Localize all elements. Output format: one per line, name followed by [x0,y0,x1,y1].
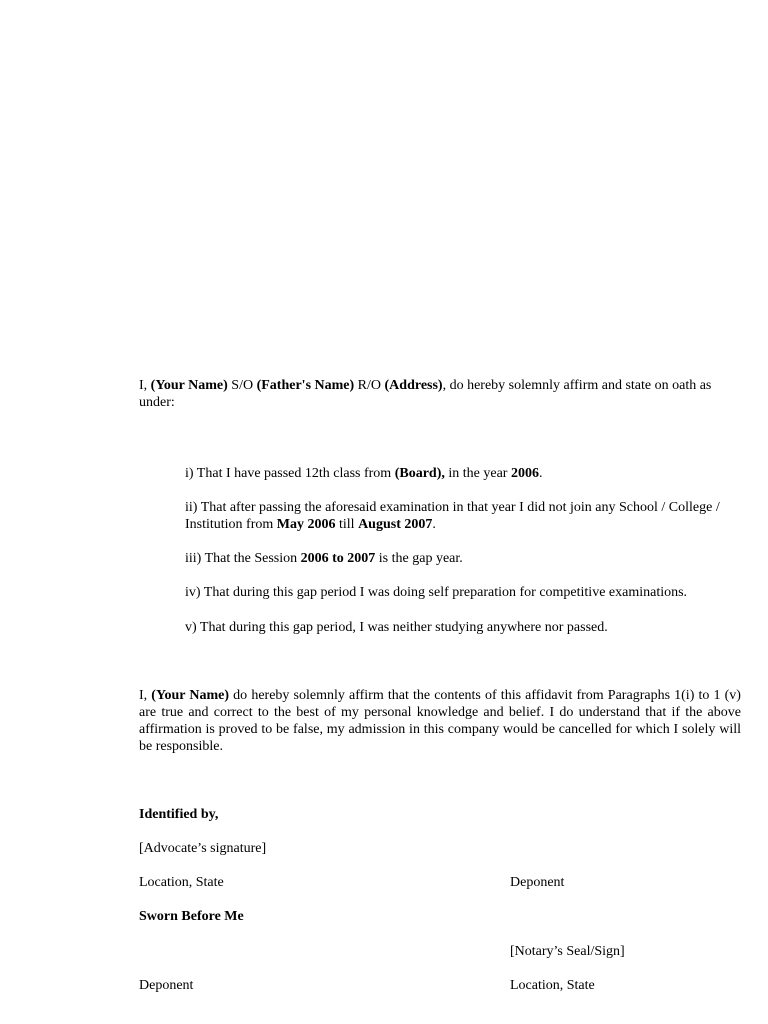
affirmation-paragraph [139,687,741,755]
item-i-text-3: . [538,466,543,481]
notary-seal: [Notary’s Seal/Sign] [510,944,625,959]
deponent-right: Deponent [510,875,565,890]
item-ii-text: ii) That after passing the aforesaid examination in that year I did not join any School / College / Institution from [185,500,720,532]
intro-text-2: S/O [227,378,257,393]
your-name-placeholder: (Your Name) [150,378,228,393]
affirm-your-name: (Your Name) [151,688,230,703]
gap-till: August 2007 [358,517,433,532]
item-i-text-2: in the year [444,466,511,481]
affirm-text-2: do hereby solemnly affirm that the contents of this affidavit from Paragraphs 1(i) to 1 (v) are true and correct to the best of my personal knowledge and belief. I do understand that if the above affirmation is proved to be false, my admission in this company would be cancelled for which I solely will be responsible. [139,688,741,754]
advocate-signature: [Advocate’s signature] [139,841,267,856]
item-ii-text-2: till [335,517,359,532]
deponent-left: Deponent [139,978,194,993]
gap-session: 2006 to 2007 [300,551,376,566]
address-placeholder: (Address) [384,378,443,393]
intro-text-3: R/O [354,378,385,393]
sworn-before-me-label: Sworn Before Me [139,909,244,924]
identified-by-heading [139,806,218,823]
intro-text-4: , do hereby solemnly affirm and state on oath as under: [139,378,712,410]
intro-text-1: I, [139,378,151,393]
location-state-right: Location, State [510,978,595,993]
father-name-placeholder: (Father's Name) [256,378,355,393]
item-iv: iv) That during this gap period I was doing self preparation for competitive examinations. [185,585,688,600]
gap-from: May 2006 [276,517,336,532]
affirm-text-1: I, [139,688,152,703]
sworn-before-me-heading [139,908,244,925]
pass-year: 2006 [510,466,539,481]
intro-paragraph [139,377,741,411]
item-v: v) That during this gap period, I was neither studying anywhere nor passed. [185,620,608,635]
item-iii [185,550,741,567]
item-iii-text: iii) That the Session [185,551,301,566]
item-i [185,465,741,482]
item-ii [185,499,741,533]
identified-by-label: Identified by, [139,807,219,822]
item-iii-text-2: is the gap year. [375,551,463,566]
location-state-left: Location, State [139,875,224,890]
item-ii-text-3: . [432,517,436,532]
item-i-text: i) That I have passed 12th class from [185,466,395,481]
board-placeholder: (Board), [394,466,445,481]
